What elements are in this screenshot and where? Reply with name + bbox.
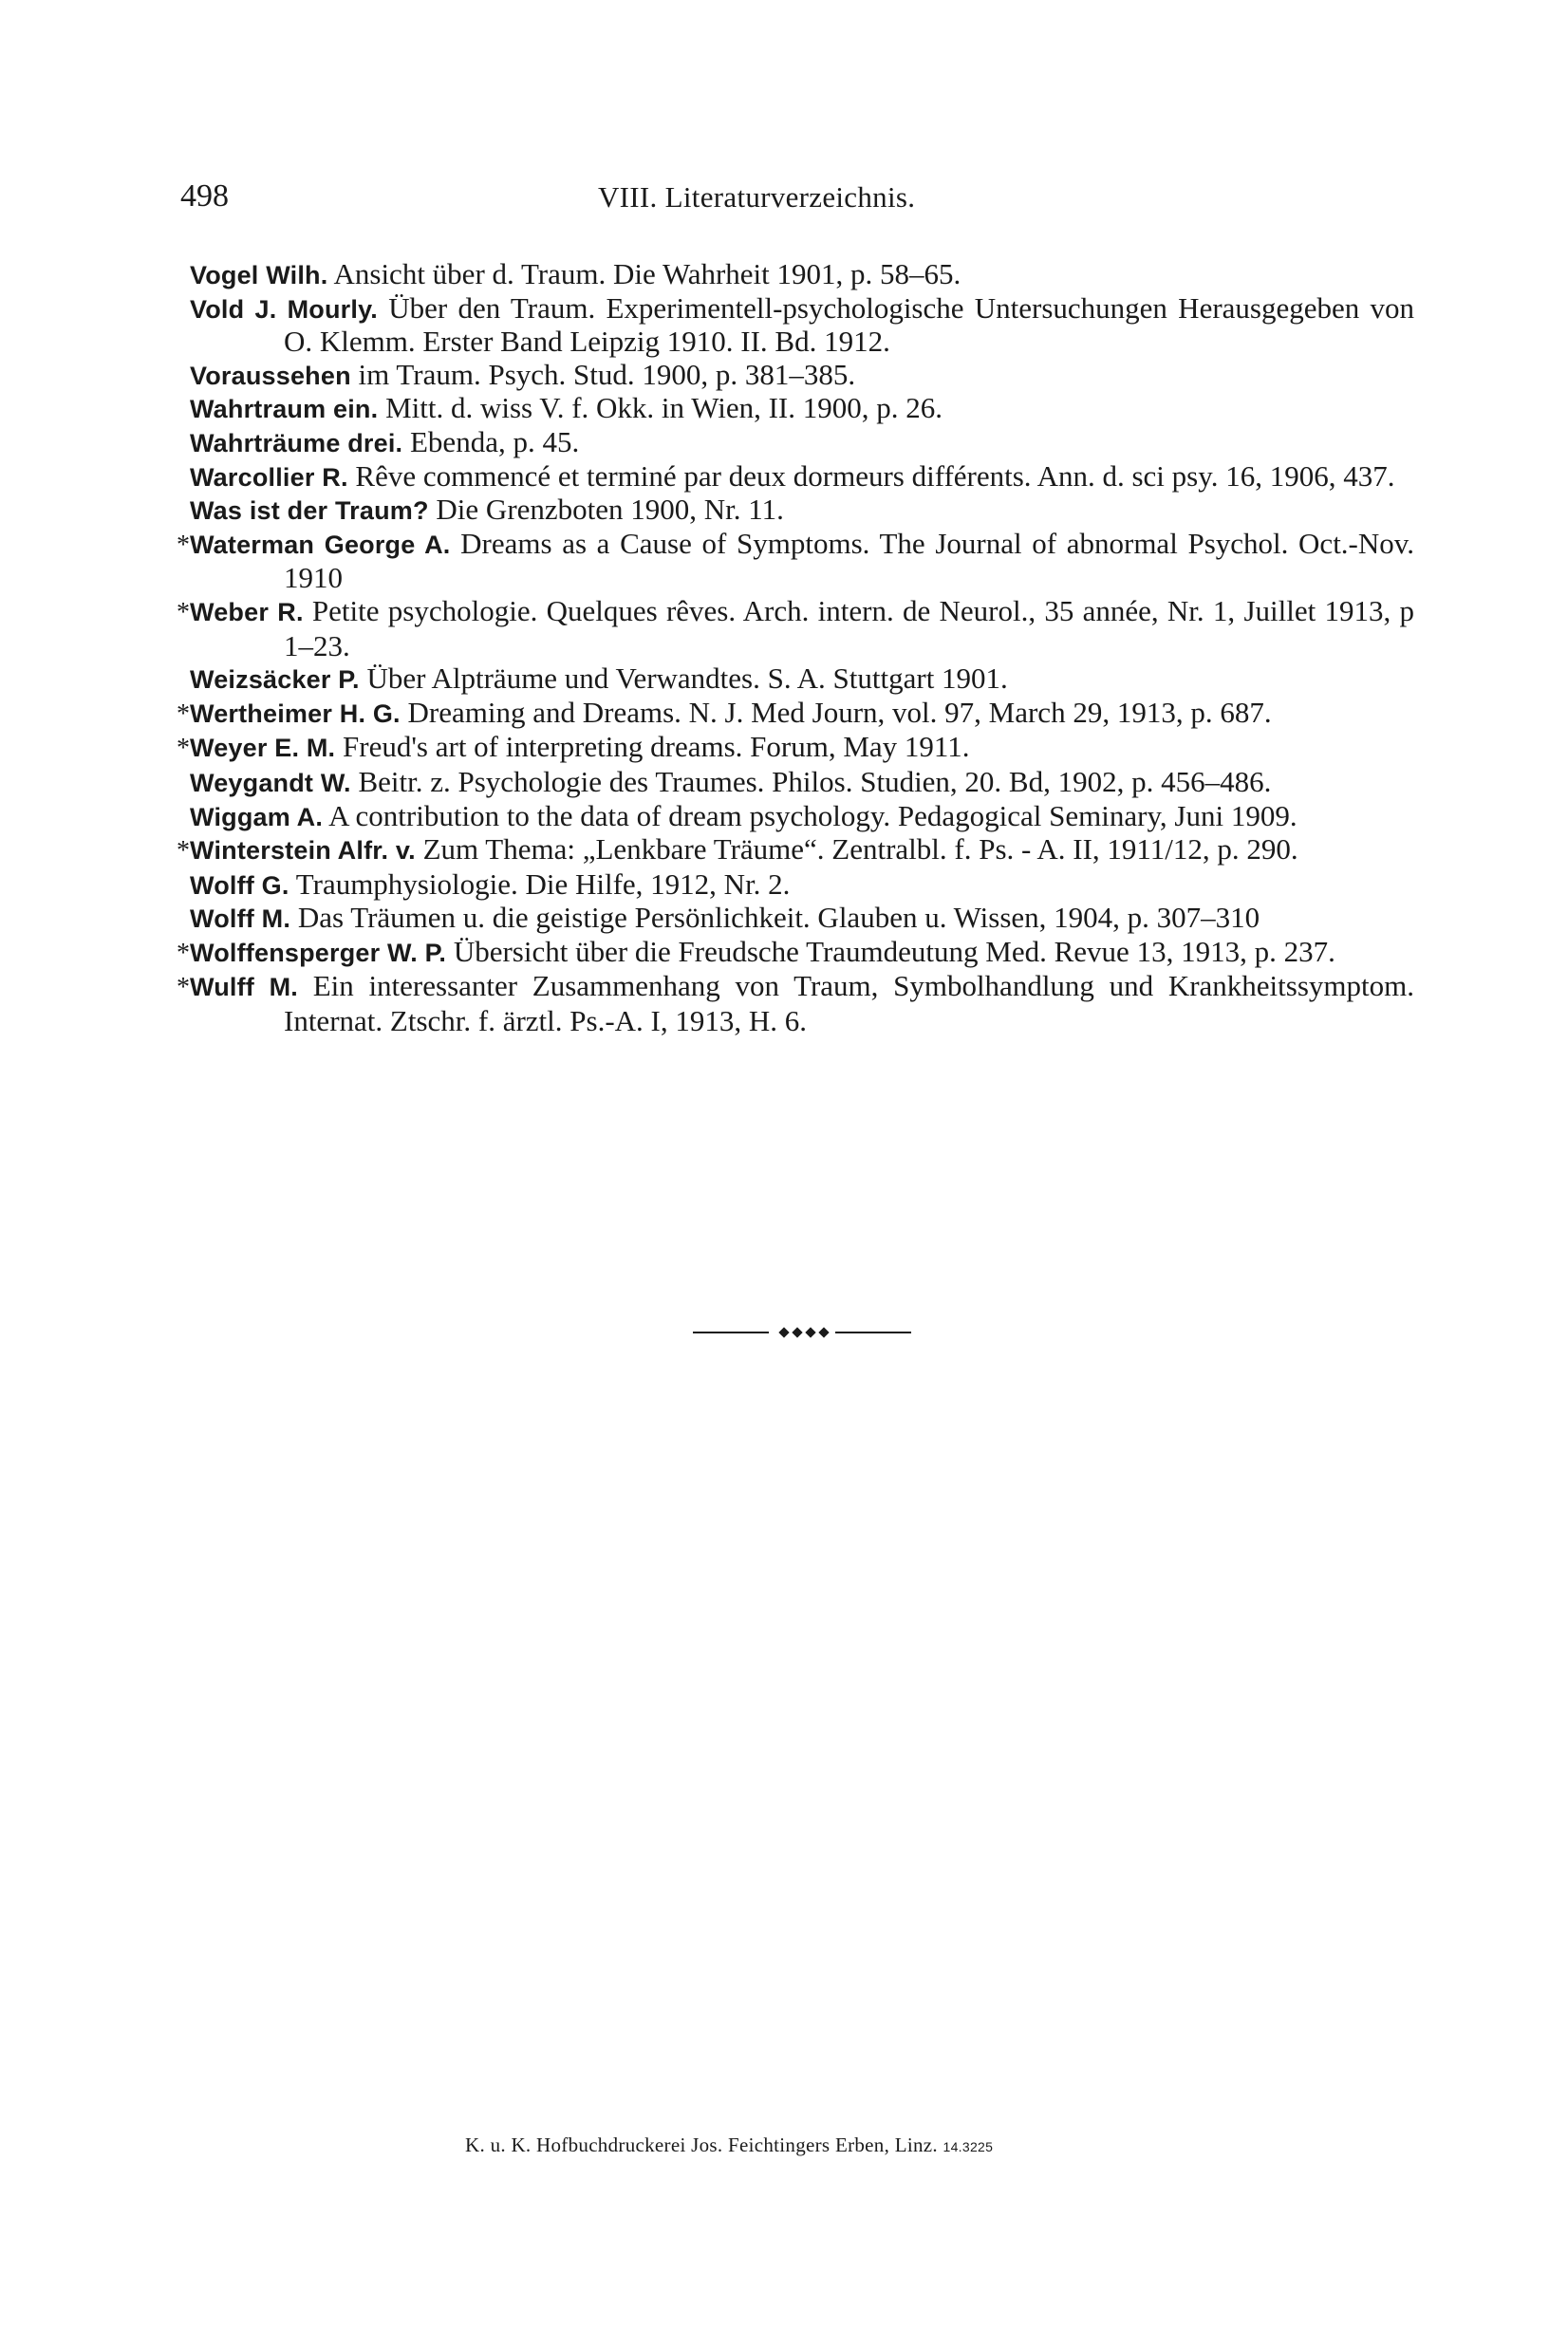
page-header — [180, 178, 1414, 216]
bibliography-entry — [190, 392, 1414, 426]
ornament-dots — [773, 1325, 831, 1340]
entry-author: Weygandt W. — [190, 768, 351, 797]
ornament-dot — [778, 1327, 789, 1337]
entry-author: Warcollier R. — [190, 462, 348, 492]
entry-author: Voraussehen — [190, 361, 351, 390]
entry-author: Weyer E. M. — [190, 734, 336, 763]
entry-author: Was ist der Traum? — [190, 496, 429, 526]
bibliography-entry — [190, 494, 1414, 528]
ornament-rule-right — [835, 1332, 911, 1333]
entry-text: Dreams as a Cause of Symptoms. The Journal of abnormal Psychol. Oct.-Nov. 1910 — [284, 526, 1415, 595]
entry-text: Übersicht über die Freudsche Traumdeutung Med. Revue 13, 1913, p. 237. — [446, 934, 1335, 968]
bibliography-entry — [177, 526, 1415, 595]
bibliography-entry — [190, 868, 1414, 903]
entry-author: Vold J. Mourly. — [190, 294, 379, 324]
entry-text: Traumphysiologie. Die Hilfe, 1912, Nr. 2. — [289, 867, 791, 901]
bibliography-entry — [177, 695, 1414, 732]
entry-text: Ein interessanter Zusammenhang von Traum, Symbolhandlung und Krankheitssymptom. Internat. Ztschr. f. ärztl. Ps.-A. I, 1913, H. 6. — [284, 969, 1414, 1038]
bibliography-entry — [190, 766, 1414, 800]
bibliography-entry — [190, 359, 1414, 393]
entry-text: A contribution to the data of dream psychology. Pedagogical Seminary, Juni 1909. — [323, 798, 1297, 832]
bibliography-entry — [177, 832, 1414, 868]
entry-author: Wolff G. — [190, 870, 289, 900]
entry-author: Waterman George A. — [190, 530, 451, 559]
entry-author: Weizsäcker P. — [190, 665, 360, 695]
entry-author: Wahrtraum ein. — [190, 395, 379, 424]
entry-text: Ebenda, p. 45. — [402, 424, 580, 458]
printer-name: K. u. K. Hofbuchdruckerei Jos. Feichtingers Erben, Linz. — [465, 2134, 938, 2156]
entry-marker: * — [177, 699, 190, 729]
bibliography-entry — [177, 934, 1414, 971]
entry-text: Zum Thema: „Lenkbare Träume“. Zentralbl. f. Ps. - A. II, 1911/12, p. 290. — [415, 832, 1298, 867]
entry-marker: * — [177, 836, 190, 867]
entry-author: Wolffensperger W. P. — [190, 938, 447, 967]
entry-author: Wolff M. — [190, 904, 291, 934]
bibliography-entry — [190, 258, 1414, 292]
entry-text: Ansicht über d. Traum. Die Wahrheit 1901, p. 58–65. — [327, 257, 961, 290]
entry-author: Wulff M. — [190, 973, 299, 1002]
ornament-dot — [805, 1327, 815, 1337]
bibliography-entry — [177, 969, 1414, 1038]
printer-imprint — [465, 2134, 993, 2157]
running-head: VIII. Literaturverzeichnis. — [598, 180, 916, 214]
entry-text: Petite psychologie. Quelques rêves. Arch. intern. de Neurol., 35 année, Nr. 1, Juillet 1913, p 1–23. — [284, 593, 1414, 662]
entry-author: Wahrträume drei. — [190, 428, 403, 457]
entry-author: Wertheimer H. G. — [190, 699, 401, 728]
ornament-dot — [818, 1327, 829, 1337]
bibliography-entry — [190, 662, 1414, 697]
entry-author: Wiggam A. — [190, 802, 324, 831]
bibliography-list — [177, 257, 1415, 1038]
bibliography-entry — [190, 800, 1414, 834]
entry-marker: * — [177, 734, 190, 764]
entry-text: Beitr. z. Psychologie des Traumes. Philos. Studien, 20. Bd, 1902, p. 456–486. — [350, 764, 1272, 798]
entry-text: Dreaming and Dreams. N. J. Med Journ, vol. 97, March 29, 1913, p. 687. — [400, 695, 1272, 729]
entry-marker: * — [177, 530, 190, 560]
bibliography-entry — [177, 593, 1414, 662]
entry-text: Freud's art of interpreting dreams. Forum, May 1911. — [335, 730, 970, 764]
ornament-dot — [792, 1327, 802, 1337]
page-number: 498 — [180, 178, 229, 214]
bibliography-entry — [190, 292, 1414, 359]
entry-author: Weber R. — [190, 597, 304, 626]
entry-marker: * — [177, 973, 190, 1003]
entry-author: Winterstein Alfr. v. — [190, 836, 416, 866]
entry-text: Die Grenzboten 1900, Nr. 11. — [428, 493, 784, 527]
entry-marker: * — [177, 938, 190, 968]
entry-text: Mitt. d. wiss V. f. Okk. in Wien, II. 1900, p. 26. — [378, 391, 943, 425]
end-ornament — [693, 1325, 911, 1340]
entry-text: Das Träumen u. die geistige Persönlichkeit. Glauben u. Wissen, 1904, p. 307–310 — [290, 901, 1260, 935]
entry-text: Über Alpträume und Verwandtes. S. A. Stuttgart 1901. — [359, 662, 1008, 696]
entry-text: Über den Traum. Experimentell-psychologische Untersuchungen Herausgegeben von O. Klemm. Erster Band Leipzig 1910. II. Bd. 1912. — [284, 290, 1414, 359]
entry-text: im Traum. Psych. Stud. 1900, p. 381–385. — [350, 357, 856, 391]
job-number: 14.3225 — [943, 2139, 994, 2154]
bibliography-entry — [190, 902, 1414, 936]
ornament-rule-left — [693, 1332, 769, 1333]
bibliography-entry — [190, 426, 1414, 460]
bibliography-entry — [177, 730, 1414, 766]
bibliography-entry — [190, 460, 1414, 494]
entry-author: Vogel Wilh. — [190, 261, 328, 289]
entry-marker: * — [177, 597, 190, 627]
entry-text: Rêve commencé et terminé par deux dormeurs différents. Ann. d. sci psy. 16, 1906, 437. — [347, 458, 1395, 493]
